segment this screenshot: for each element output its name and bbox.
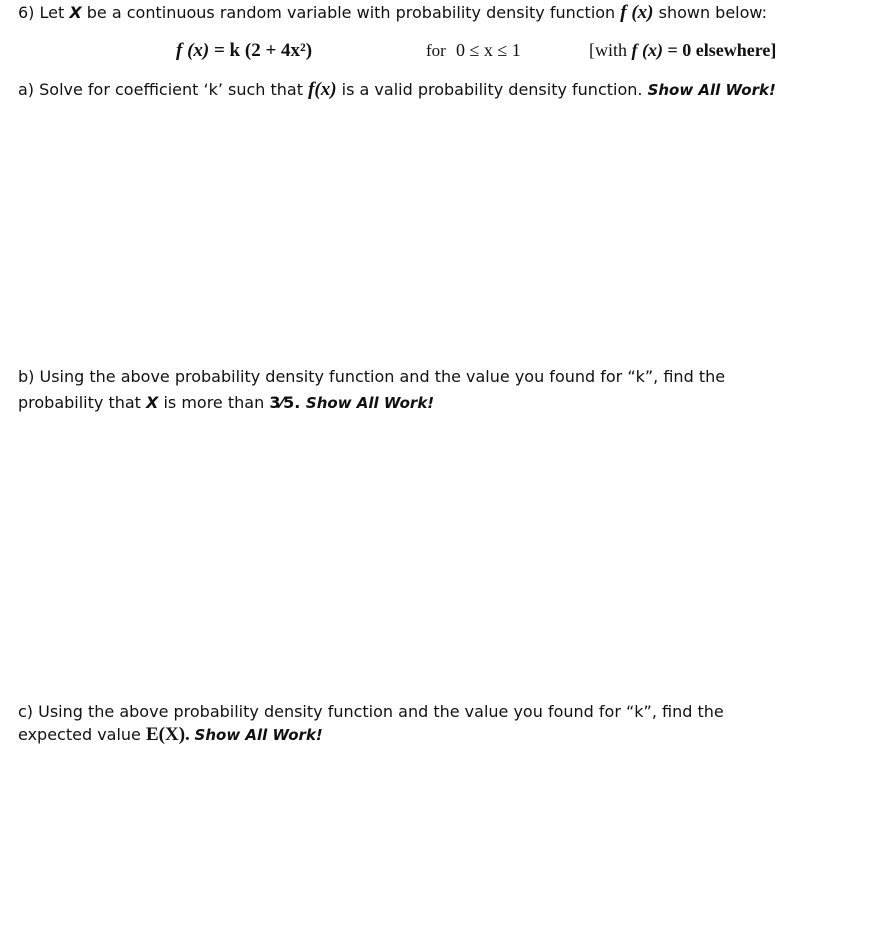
pdf-elsewhere xyxy=(589,40,776,61)
part-a-text-1: a) Solve for coefficient ‘k’ such that xyxy=(18,80,309,99)
formula-lhs: f (x) xyxy=(176,40,210,61)
part-a-prompt xyxy=(18,80,776,100)
part-b-text-1: probability that xyxy=(18,393,147,412)
part-c-prompt-line-2 xyxy=(18,725,323,745)
domain-for-label: for xyxy=(426,41,446,60)
part-b-show-work: Show All Work! xyxy=(305,394,435,412)
intro-end-text: shown below: xyxy=(653,3,768,22)
formula-rhs: = k (2 + 4x²) xyxy=(209,40,313,61)
part-b-work-area[interactable] xyxy=(18,425,856,695)
elsewhere-rest: = 0 elsewhere] xyxy=(662,40,777,60)
random-variable-x: X xyxy=(69,3,82,22)
elsewhere-fx: f (x) xyxy=(631,40,663,60)
intro-text: be a continuous random variable with probability density function xyxy=(81,3,621,22)
part-c-show-work: Show All Work! xyxy=(194,726,323,744)
intro-fx: f (x) xyxy=(620,2,654,23)
part-a-show-work: Show All Work! xyxy=(647,81,776,99)
part-b-var-x: X xyxy=(146,393,159,412)
part-c-work-area[interactable] xyxy=(18,758,856,928)
domain-range: 0 ≤ x ≤ 1 xyxy=(456,40,521,60)
part-b-text-2: is more than xyxy=(158,393,270,412)
part-c-expected-value: E(X) xyxy=(145,724,186,745)
part-c-text-1: expected value xyxy=(18,725,146,744)
part-b-prompt-line-2 xyxy=(18,393,434,413)
part-a-fx: f(x) xyxy=(308,79,337,100)
question-number-text: 6) Let xyxy=(18,3,70,22)
part-b-fraction: 3⁄5 xyxy=(269,393,295,412)
part-a-work-area[interactable] xyxy=(18,110,856,360)
part-b-line-1: b) Using the above probability density function and the value you found for “k”, find the xyxy=(18,367,726,386)
pdf-formula xyxy=(176,40,312,62)
part-b-prompt-line-1 xyxy=(18,367,725,387)
elsewhere-open: [with xyxy=(589,40,632,60)
pdf-domain xyxy=(426,40,521,61)
part-c-text-2: . xyxy=(185,724,195,745)
part-c-line-1: c) Using the above probability density function and the value you found for “k”, find the xyxy=(18,702,724,721)
part-c-prompt-line-1 xyxy=(18,702,724,722)
part-b-text-3: . xyxy=(294,393,306,412)
question-intro xyxy=(18,3,767,23)
part-a-text-2: is a valid probability density function. xyxy=(336,80,648,99)
